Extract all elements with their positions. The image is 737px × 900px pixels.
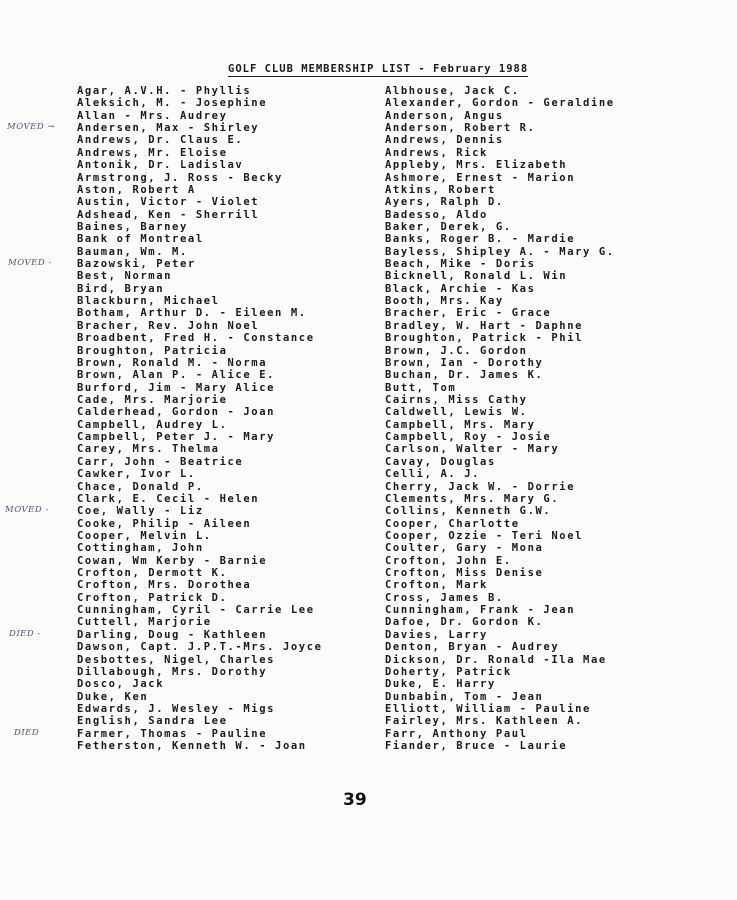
member-entry: Andrews, Rick [385,146,488,159]
member-entry: Bayless, Shipley A. - Mary G. [385,245,615,258]
member-entry: Cherry, Jack W. - Dorrie [385,480,576,493]
member-entry: Andrews, Dr. Claus E. [77,134,244,147]
member-entry: Cunningham, Cyril - Carrie Lee [77,604,315,617]
member-entry: Crofton, Mark [385,579,488,592]
member-entry: Cunningham, Frank - Jean [385,604,576,617]
member-entry: Ayers, Ralph D. [385,196,504,209]
member-entry: Blackburn, Michael [77,295,220,308]
member-entry: Coulter, Gary - Mona [385,542,544,555]
member-entry: Carr, John - Beatrice [77,455,244,468]
member-entry: Crofton, Patrick D. [77,591,228,604]
member-entry: Bracher, Eric - Grace [385,307,552,320]
member-entry: Brown, Alan P. - Alice E. [77,369,276,382]
member-entry: Doherty, Patrick [385,665,512,678]
member-entry: Cooper, Charlotte [385,517,520,530]
member-entry: Broadbent, Fred H. - Constance [77,332,315,345]
member-entry: Andrews, Mr. Eloise [77,146,228,159]
member-entry: Brown, J.C. Gordon [385,344,528,357]
member-entry: Buchan, Dr. James K. [385,369,544,382]
handwritten-note: MOVED - [8,258,52,269]
member-entry: Chace, Donald P. [77,480,204,493]
member-entry: Clements, Mrs. Mary G. [385,492,560,505]
member-entry: Baker, Derek, G. [385,220,512,233]
member-entry: Alexander, Gordon - Geraldine [385,97,615,110]
member-entry: Calderhead, Gordon - Joan [77,406,276,419]
member-entry: Crofton, Miss Denise [385,567,544,580]
member-entry: Celli, A. J. [385,468,481,481]
member-entry: Bauman, Wm. M. [77,245,188,258]
member-entry: Duke, Ken [77,690,149,703]
member-entry: Badesso, Aldo [385,208,488,221]
member-entry: Farmer, Thomas - Pauline [77,727,268,740]
member-entry: Cooke, Philip - Aileen [77,517,252,530]
member-entry: Botham, Arthur D. - Eileen M. [77,307,307,320]
member-entry: Denton, Bryan - Audrey [385,641,560,654]
member-entry: Fetherston, Kenneth W. - Joan [77,740,307,753]
member-entry: Burford, Jim - Mary Alice [77,381,276,394]
member-entry: Beach, Mike - Doris [385,258,536,271]
member-entry: Black, Archie - Kas [385,282,536,295]
member-entry: Carey, Mrs. Thelma [77,443,220,456]
member-entry: Bicknell, Ronald L. Win [385,270,568,283]
member-entry: Appleby, Mrs. Elizabeth [385,159,568,172]
member-entry: Duke, E. Harry [385,678,496,691]
member-entry: Broughton, Patricia [77,344,228,357]
member-entry: Bazowski, Peter [77,258,196,271]
member-entry: Clark, E. Cecil - Helen [77,492,260,505]
member-entry: Dillabough, Mrs. Dorothy [77,665,268,678]
handwritten-note: DIED - [9,628,41,639]
member-entry: Baines, Barney [77,220,188,233]
member-entry: Edwards, J. Wesley - Migs [77,702,276,715]
member-entry: Banks, Roger B. - Mardie [385,233,576,246]
member-entry: Crofton, Mrs. Dorothea [77,579,252,592]
member-entry: Andrews, Dennis [385,134,504,147]
member-entry: Andersen, Max - Shirley [77,122,260,135]
member-entry: Elliott, William - Pauline [385,702,591,715]
member-entry: Fiander, Bruce - Laurie [385,740,568,753]
member-entry: Dickson, Dr. Ronald -Ila Mae [385,653,607,666]
member-entry: Bird, Bryan [77,282,165,295]
member-entry: Cuttell, Marjorie [77,616,212,629]
member-entry: Cowan, Wm Kerby - Barnie [77,554,268,567]
member-entry: Carlson, Walter - Mary [385,443,560,456]
member-entry: Anderson, Robert R. [385,122,536,135]
page-number: 39 [343,790,367,810]
member-entry: Booth, Mrs. Kay [385,295,504,308]
member-entry: Crofton, Dermott K. [77,567,228,580]
member-entry: Broughton, Patrick - Phil [385,332,584,345]
member-list-right [385,85,615,752]
member-entry: Cawker, Ivor L. [77,468,196,481]
member-entry: Aleksich, M. - Josephine [77,97,268,110]
member-entry: Coe, Wally - Liz [77,505,204,518]
member-entry: Aston, Robert A [77,183,196,196]
member-entry: Brown, Ian - Dorothy [385,356,544,369]
handwritten-note: MOVED → [7,122,56,133]
member-entry: Butt, Tom [385,381,457,394]
handwritten-note: MOVED - [5,505,49,516]
member-entry: Antonik, Dr. Ladislav [77,159,244,172]
member-entry: Campbell, Roy - Josie [385,431,552,444]
member-entry: Cavay, Douglas [385,455,496,468]
member-entry: Cooper, Melvin L. [77,529,212,542]
handwritten-note: DIED [14,727,40,738]
member-entry: Cairns, Miss Cathy [385,393,528,406]
member-entry: Cooper, Ozzie - Teri Noel [385,529,584,542]
member-entry: Bank of Montreal [77,233,204,246]
member-entry: Davies, Larry [385,628,488,641]
member-entry: Albhouse, Jack C. [385,85,520,97]
member-entry: Anderson, Angus [385,109,504,122]
member-entry: Bradley, W. Hart - Daphne [385,319,584,332]
member-entry: Dafoe, Dr. Gordon K. [385,616,544,629]
member-entry: Cade, Mrs. Marjorie [77,393,228,406]
member-entry: Darling, Doug - Kathleen [77,628,268,641]
member-entry: Crofton, John E. [385,554,512,567]
member-entry: Best, Norman [77,270,173,283]
member-entry: Agar, A.V.H. - Phyllis [77,85,252,97]
member-entry: Fairley, Mrs. Kathleen A. [385,715,584,728]
member-list-left [77,85,323,752]
member-entry: Cottingham, John [77,542,204,555]
member-entry: Allan - Mrs. Audrey [77,109,228,122]
member-entry: Brown, Ronald M. - Norma [77,356,268,369]
member-entry: Atkins, Robert [385,183,496,196]
member-entry: Dunbabin, Tom - Jean [385,690,544,703]
member-entry: Ashmore, Ernest - Marion [385,171,576,184]
member-entry: Collins, Kenneth G.W. [385,505,552,518]
member-entry: Desbottes, Nigel, Charles [77,653,276,666]
page-title: GOLF CLUB MEMBERSHIP LIST - February 1988 [228,63,529,75]
member-entry: Armstrong, J. Ross - Becky [77,171,283,184]
member-entry: Cross, James B. [385,591,504,604]
member-entry: Campbell, Peter J. - Mary [77,431,276,444]
member-entry: English, Sandra Lee [77,715,228,728]
member-entry: Dawson, Capt. J.P.T.-Mrs. Joyce [77,641,323,654]
member-entry: Bracher, Rev. John Noel [77,319,260,332]
member-entry: Caldwell, Lewis W. [385,406,528,419]
member-entry: Campbell, Audrey L. [77,418,228,431]
member-entry: Campbell, Mrs. Mary [385,418,536,431]
member-entry: Adshead, Ken - Sherrill [77,208,260,221]
member-entry: Dosco, Jack [77,678,165,691]
member-entry: Austin, Victor - Violet [77,196,260,209]
member-entry: Farr, Anthony Paul [385,727,528,740]
